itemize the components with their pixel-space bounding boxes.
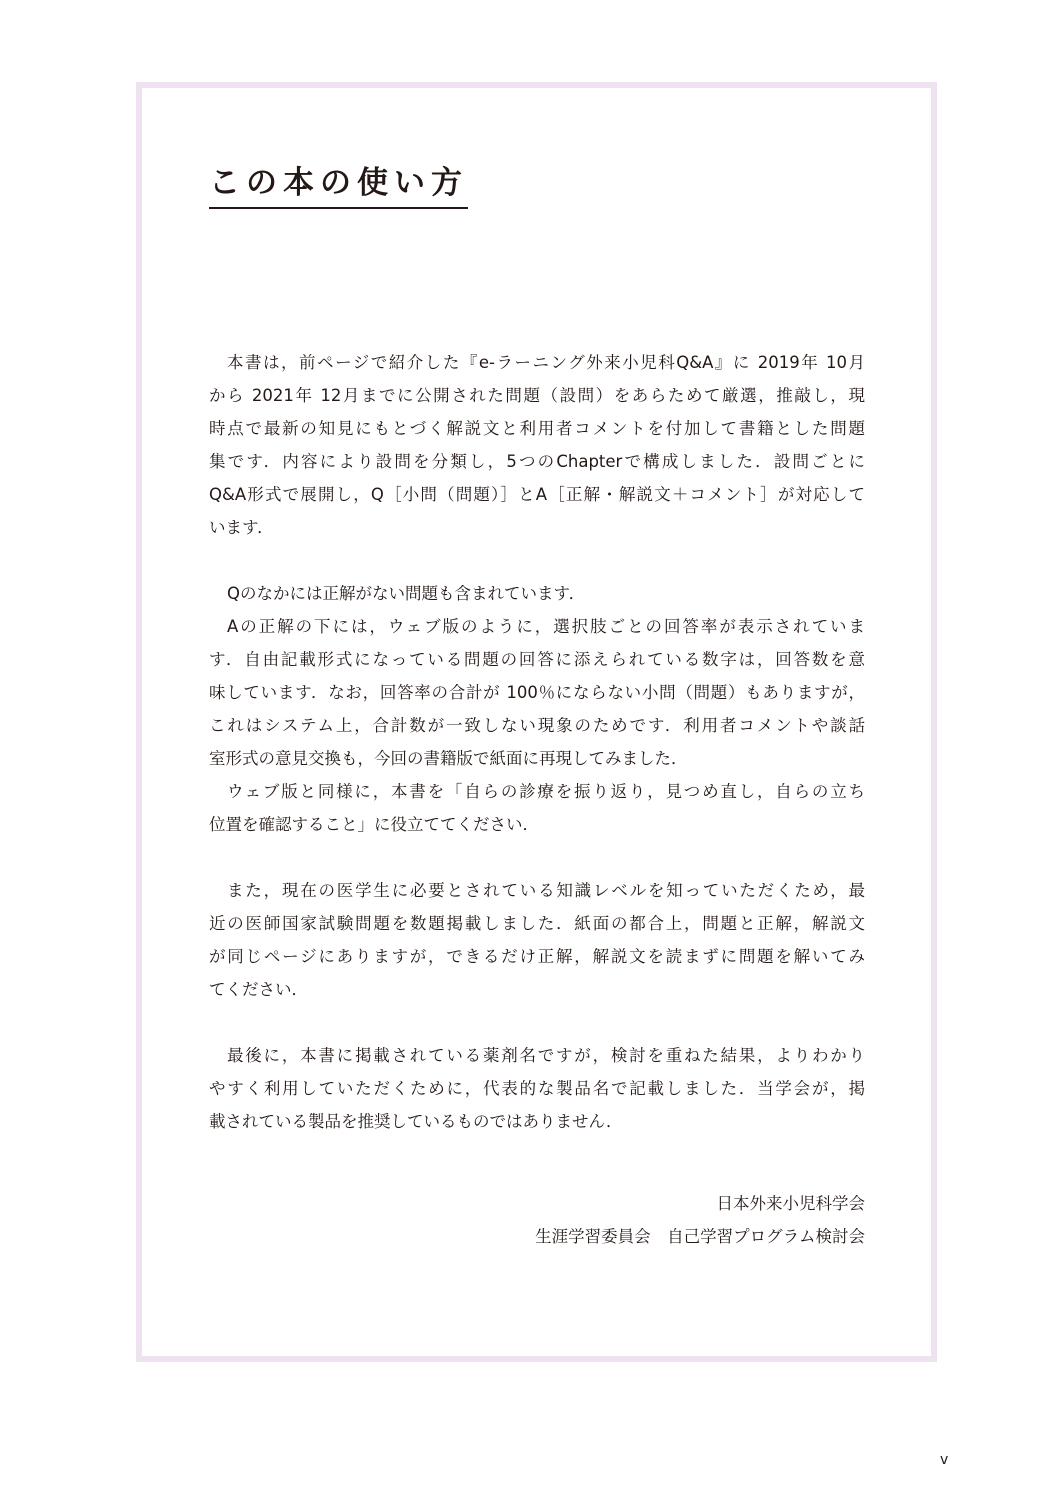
text-line: これはシステム上，合計数が一致しない現象のためです．利用者コメントや談話 [209,716,865,735]
paragraph-gap [209,544,865,577]
text-line: てください． [209,980,308,999]
text-line: います． [209,518,274,537]
text-line: 集です．内容により設問を分類し，5つのChapterで構成しました．設問ごとに [209,452,865,471]
paragraph-drugs [209,1039,865,1138]
text-line: 味しています．なお，回答率の合計が 100％にならない小問（問題）もありますが， [209,683,865,702]
text-line: やすく利用していただくために，代表的な製品名で記載しました．当学会が，掲 [209,1079,865,1098]
page-title: この本の使い方 [209,162,468,209]
signature-committee: 生涯学習委員会 自己学習プログラム検討会 [535,1227,865,1246]
paragraph-usage [209,775,865,841]
paragraph-gap [209,1006,865,1039]
text-line: Aの正解の下には，ウェブ版のように，選択肢ごとの回答率が表示されていま [227,617,865,636]
paragraph-exam [209,874,865,1006]
signature-organization: 日本外来小児科学会 [716,1194,865,1213]
text-line: す．自由記載形式になっている問題の回答に添えられている数字は，回答数を意 [209,650,865,669]
text-line: が同じページにありますが，できるだけ正解，解説文を読まずに問題を解いてみ [209,947,865,966]
text-line: 時点で最新の知見にもとづく解説文と利用者コメントを付加して書籍とした問題 [209,419,865,438]
paragraph-gap [209,841,865,874]
paragraph-intro [209,346,865,544]
text-line: 最後に，本書に掲載されている薬剤名ですが，検討を重ねた結果，よりわかり [227,1046,865,1065]
paragraph-q-note [209,577,865,610]
text-line: ウェブ版と同様に，本書を「自らの診療を振り返り，見つめ直し，自らの立ち [227,782,865,801]
signature [535,1187,865,1253]
text-line: また，現在の医学生に必要とされている知識レベルを知っていただくため，最 [227,881,865,900]
text-line: 本書は，前ページで紹介した『e-ラーニング外来小児科Q&A』に 2019年 10月 [227,353,865,372]
text-line: 室形式の意見交換も，今回の書籍版で紙面に再現してみました． [209,749,688,768]
text-line: Qのなかには正解がない問題も含まれています． [227,584,586,603]
body-text [209,346,865,1138]
text-line: 載されている製品を推奨しているものではありません． [209,1112,623,1131]
text-line: Q&A形式で展開し，Q［小問（問題）］とA［正解・解説文＋コメント］が対応して [209,485,865,504]
text-line: から 2021年 12月までに公開された問題（設問）をあらためて厳選，推敲し，現 [209,386,865,405]
text-line: 位置を確認すること」に役立ててください． [209,815,539,834]
text-line: 近の医師国家試験問題を数題掲載しました．紙面の都合上，問題と正解，解説文 [209,914,865,933]
paragraph-a-note [209,610,865,775]
page-number: v [940,1452,949,1468]
